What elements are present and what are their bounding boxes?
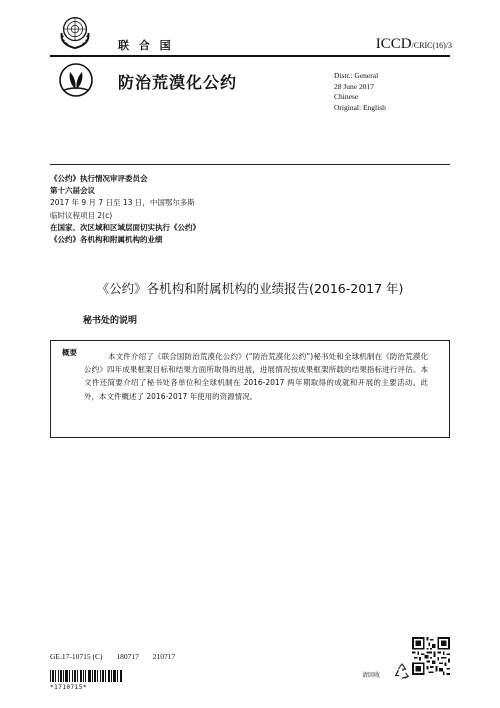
distr-line: Distr.: General	[334, 71, 379, 80]
footer-code	[50, 652, 187, 661]
recycle-label: 请回收	[362, 672, 381, 679]
summary-text: 本文件介绍了《联合国防治荒漠化公约》(“防治荒漠化公约”)秘书处和全球机制在《防治荒漠化公约》四年成果框架目标和结果方面所取得的进展，进展情况按成果框架所载的结果指标进行评估。本文件还简要介绍了秘书处各单位和全球机制在 2016-2017 两年期取得的成就和开展的主要活动。此外，本文件概述了 2016-2017 年使用的资源情况。	[84, 352, 428, 401]
org-name: 联 合 国	[118, 39, 174, 52]
document-title: 《公约》各机构和附属机构的业绩报告(2016-2017 年)	[96, 281, 404, 296]
agenda-title-1: 在国家、次区域和区域层面切实执行《公约》	[50, 222, 200, 232]
symbol-sub: /CRIC(16)/3	[411, 41, 452, 50]
unccd-logo-icon	[56, 60, 96, 100]
document-subtitle: 秘书处的说明	[83, 316, 138, 326]
un-emblem-icon	[56, 12, 94, 50]
meeting-dates: 2017 年 9 月 7 日至 13 日，中国鄂尔多斯	[50, 198, 195, 208]
committee-name: 《公约》执行情况审评委员会	[50, 174, 148, 183]
barcode-icon	[50, 670, 122, 682]
meeting-rule	[50, 164, 450, 165]
agenda-title-2: 《公约》各机构和附属机构的业绩	[50, 235, 163, 245]
date-code-2: 210717	[152, 652, 176, 661]
distribution-block	[334, 71, 386, 113]
qr-code-icon	[412, 637, 450, 675]
meeting-block	[50, 173, 200, 246]
summary-label: 概要	[62, 348, 77, 357]
session-name: 第十六届会议	[50, 186, 95, 196]
document-symbol	[376, 36, 452, 53]
job-number: GE.17-10715 (C)	[50, 652, 103, 661]
date-line: 28 June 2017	[334, 81, 374, 91]
symbol-main: ICCD	[375, 36, 412, 52]
date-code-1: 180717	[116, 652, 139, 661]
recycle-icon	[393, 662, 411, 680]
header-rule	[50, 55, 450, 57]
agenda-item: 临时议程项目 2(c)	[50, 210, 113, 220]
original-line: Original: English	[334, 102, 386, 112]
convention-title: 防治荒漠化公约	[118, 73, 238, 92]
language-line: Chinese	[334, 92, 359, 101]
barcode-text: *1710715*	[50, 684, 88, 691]
